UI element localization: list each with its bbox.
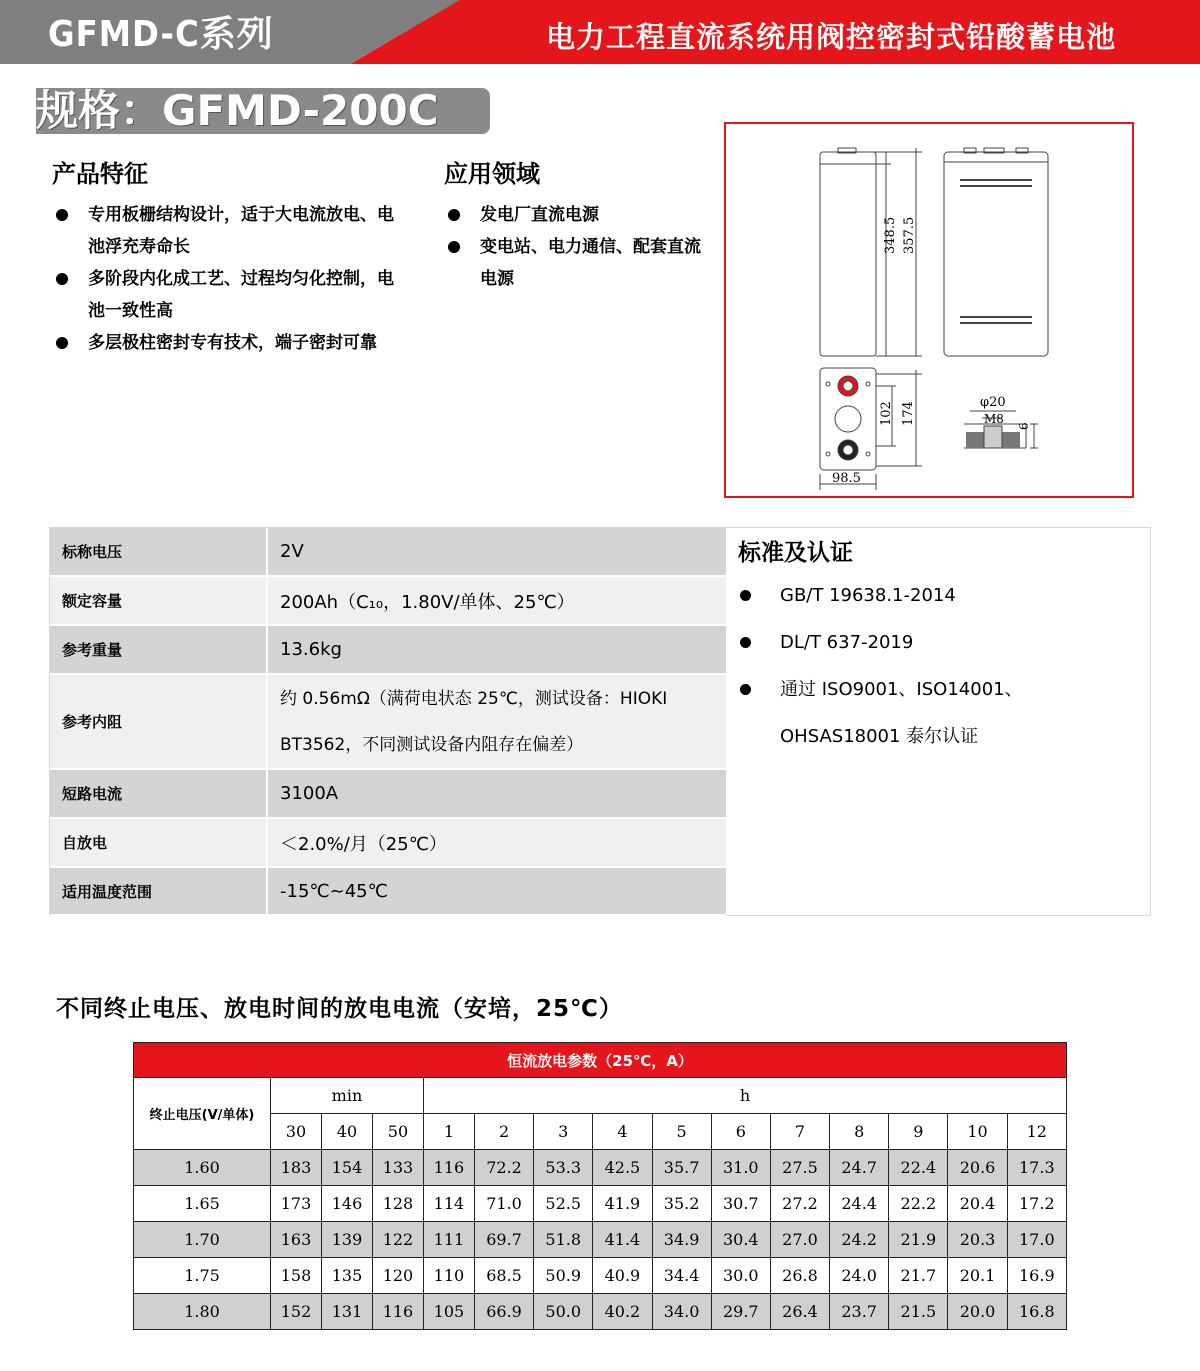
- group-min: min: [271, 1078, 424, 1114]
- discharge-value: 27.2: [770, 1186, 829, 1222]
- spec-value: ＜2.0%/月（25℃）: [268, 819, 726, 868]
- end-voltage: 1.60: [134, 1150, 271, 1186]
- discharge-value: 50.9: [534, 1258, 593, 1294]
- battery-drawing-frame: [724, 122, 1134, 498]
- discharge-value: 72.2: [474, 1150, 533, 1186]
- discharge-value: 68.5: [474, 1258, 533, 1294]
- discharge-caption-row: [134, 1043, 1067, 1078]
- spec-row: [50, 819, 726, 868]
- features-section: [52, 154, 397, 359]
- discharge-value: 26.8: [770, 1258, 829, 1294]
- spec-value: 约 0.56mΩ（满荷电状态 25℃，测试设备：HIOKI BT3562，不同测试设备内阻存在偏差）: [268, 675, 726, 770]
- spec-value: -15℃~45℃: [268, 868, 726, 916]
- discharge-value: 21.5: [889, 1294, 948, 1330]
- discharge-title: 不同终止电压、放电时间的放电电流（安培，25℃）: [56, 996, 623, 1022]
- certification-item: DL/T 637-2019: [738, 619, 1142, 666]
- discharge-column-row: [134, 1114, 1067, 1150]
- spec-label: 参考重量: [50, 626, 268, 675]
- spec-value: 2V: [268, 528, 726, 577]
- battery-dimension-drawing: [726, 124, 1132, 496]
- discharge-value: 34.0: [652, 1294, 711, 1330]
- spec-row: [50, 770, 726, 819]
- discharge-value: 31.0: [711, 1150, 770, 1186]
- discharge-value: 22.4: [889, 1150, 948, 1186]
- discharge-value: 50.0: [534, 1294, 593, 1330]
- applications-list: [444, 199, 706, 295]
- discharge-value: 158: [271, 1258, 322, 1294]
- spec-row: [50, 626, 726, 675]
- discharge-value: 34.9: [652, 1222, 711, 1258]
- column-header: 50: [372, 1114, 423, 1150]
- discharge-value: 105: [423, 1294, 474, 1330]
- discharge-group-row: [134, 1078, 1067, 1114]
- discharge-row: [134, 1294, 1067, 1330]
- column-header: 1: [423, 1114, 474, 1150]
- discharge-value: 35.2: [652, 1186, 711, 1222]
- discharge-value: 24.2: [830, 1222, 889, 1258]
- spec-row: [50, 675, 726, 770]
- dim-width: 98.5: [832, 471, 861, 486]
- discharge-row: [134, 1186, 1067, 1222]
- discharge-value: 120: [372, 1258, 423, 1294]
- discharge-value: 17.3: [1007, 1150, 1066, 1186]
- end-voltage: 1.80: [134, 1294, 271, 1330]
- discharge-value: 40.9: [593, 1258, 652, 1294]
- discharge-value: 71.0: [474, 1186, 533, 1222]
- discharge-value: 154: [321, 1150, 372, 1186]
- discharge-value: 20.1: [948, 1258, 1007, 1294]
- discharge-value: 24.7: [830, 1150, 889, 1186]
- column-header: 30: [271, 1114, 322, 1150]
- dim-bolt: M8: [984, 412, 1004, 426]
- discharge-value: 163: [271, 1222, 322, 1258]
- discharge-value: 34.4: [652, 1258, 711, 1294]
- application-item: 变电站、电力通信、配套直流电源: [444, 231, 706, 295]
- dim-top-1: 102: [879, 401, 894, 426]
- spec-row: [50, 868, 726, 916]
- spec-label: 短路电流: [50, 770, 268, 819]
- certifications-list: [738, 572, 1142, 760]
- discharge-value: 110: [423, 1258, 474, 1294]
- spec-row: [50, 528, 726, 577]
- discharge-value: 41.9: [593, 1186, 652, 1222]
- feature-item: 专用板栅结构设计，适于大电流放电、电池浮充寿命长: [52, 199, 397, 263]
- discharge-value: 52.5: [534, 1186, 593, 1222]
- discharge-value: 111: [423, 1222, 474, 1258]
- discharge-value: 35.7: [652, 1150, 711, 1186]
- spec-label: 标称电压: [50, 528, 268, 577]
- application-item: 发电厂直流电源: [444, 199, 706, 231]
- column-header: 3: [534, 1114, 593, 1150]
- spec-label: 参考内阻: [50, 675, 268, 770]
- column-header: 2: [474, 1114, 533, 1150]
- spec-value: 200Ah（C₁₀，1.80V/单体、25℃）: [268, 577, 726, 626]
- spec-value: 3100A: [268, 770, 726, 819]
- discharge-value: 20.6: [948, 1150, 1007, 1186]
- dim-depth: 6: [1017, 422, 1031, 430]
- spec-label: 适用温度范围: [50, 868, 268, 916]
- column-header: 12: [1007, 1114, 1066, 1150]
- discharge-value: 27.0: [770, 1222, 829, 1258]
- discharge-value: 16.9: [1007, 1258, 1066, 1294]
- discharge-value: 24.0: [830, 1258, 889, 1294]
- discharge-value: 116: [423, 1150, 474, 1186]
- discharge-caption: 恒流放电参数（25℃，A）: [134, 1043, 1067, 1078]
- discharge-value: 22.2: [889, 1186, 948, 1222]
- discharge-value: 51.8: [534, 1222, 593, 1258]
- discharge-value: 20.4: [948, 1186, 1007, 1222]
- column-header: 40: [321, 1114, 372, 1150]
- discharge-value: 20.0: [948, 1294, 1007, 1330]
- spec-label: 额定容量: [50, 577, 268, 626]
- discharge-value: 21.9: [889, 1222, 948, 1258]
- dim-height-1: 348.5: [883, 216, 898, 254]
- certifications-title: 标准及认证: [738, 540, 853, 566]
- discharge-value: 114: [423, 1186, 474, 1222]
- applications-title: 应用领域: [444, 160, 540, 188]
- discharge-value: 23.7: [830, 1294, 889, 1330]
- column-header: 7: [770, 1114, 829, 1150]
- column-header: 10: [948, 1114, 1007, 1150]
- discharge-value: 16.8: [1007, 1294, 1066, 1330]
- column-header: 6: [711, 1114, 770, 1150]
- end-voltage: 1.75: [134, 1258, 271, 1294]
- discharge-value: 116: [372, 1294, 423, 1330]
- discharge-value: 30.7: [711, 1186, 770, 1222]
- discharge-value: 30.0: [711, 1258, 770, 1294]
- discharge-value: 26.4: [770, 1294, 829, 1330]
- discharge-value: 135: [321, 1258, 372, 1294]
- discharge-value: 66.9: [474, 1294, 533, 1330]
- discharge-value: 17.0: [1007, 1222, 1066, 1258]
- discharge-value: 183: [271, 1150, 322, 1186]
- end-voltage: 1.70: [134, 1222, 271, 1258]
- discharge-value: 27.5: [770, 1150, 829, 1186]
- discharge-value: 17.2: [1007, 1186, 1066, 1222]
- discharge-row: [134, 1150, 1067, 1186]
- discharge-value: 24.4: [830, 1186, 889, 1222]
- discharge-value: 42.5: [593, 1150, 652, 1186]
- discharge-value: 139: [321, 1222, 372, 1258]
- discharge-value: 122: [372, 1222, 423, 1258]
- certification-item: 通过 ISO9001、ISO14001、OHSAS18001 泰尔认证: [738, 666, 1142, 760]
- discharge-value: 20.3: [948, 1222, 1007, 1258]
- model-title: 规格：GFMD-200C: [36, 86, 439, 135]
- applications-section: [444, 154, 706, 295]
- discharge-value: 131: [321, 1294, 372, 1330]
- discharge-value: 173: [271, 1186, 322, 1222]
- column-header: 4: [593, 1114, 652, 1150]
- dim-height-2: 357.5: [902, 216, 917, 254]
- column-header: 8: [830, 1114, 889, 1150]
- discharge-value: 152: [271, 1294, 322, 1330]
- dim-phi: φ20: [980, 395, 1006, 410]
- end-voltage: 1.65: [134, 1186, 271, 1222]
- features-list: [52, 199, 397, 359]
- certification-item: GB/T 19638.1-2014: [738, 572, 1142, 619]
- column-header: 5: [652, 1114, 711, 1150]
- feature-item: 多层极柱密封专有技术，端子密封可靠: [52, 327, 397, 359]
- discharge-value: 30.4: [711, 1222, 770, 1258]
- row-header: 终止电压(V/单体): [134, 1078, 271, 1150]
- series-title: GFMD-C系列: [48, 14, 274, 55]
- discharge-value: 69.7: [474, 1222, 533, 1258]
- discharge-value: 133: [372, 1150, 423, 1186]
- discharge-row: [134, 1258, 1067, 1294]
- spec-label: 自放电: [50, 819, 268, 868]
- discharge-value: 40.2: [593, 1294, 652, 1330]
- dim-top-2: 174: [901, 401, 916, 426]
- discharge-table: [133, 1042, 1067, 1330]
- group-h: h: [423, 1078, 1066, 1114]
- spec-table: [50, 528, 726, 916]
- discharge-value: 128: [372, 1186, 423, 1222]
- discharge-value: 29.7: [711, 1294, 770, 1330]
- discharge-value: 146: [321, 1186, 372, 1222]
- product-subtitle: 电力工程直流系统用阀控密封式铅酸蓄电池: [545, 20, 1116, 54]
- discharge-value: 41.4: [593, 1222, 652, 1258]
- discharge-value: 53.3: [534, 1150, 593, 1186]
- column-header: 9: [889, 1114, 948, 1150]
- discharge-row: [134, 1222, 1067, 1258]
- features-title: 产品特征: [52, 160, 148, 188]
- spec-row: [50, 577, 726, 626]
- spec-value: 13.6kg: [268, 626, 726, 675]
- feature-item: 多阶段内化成工艺、过程均匀化控制，电池一致性高: [52, 263, 397, 327]
- discharge-value: 21.7: [889, 1258, 948, 1294]
